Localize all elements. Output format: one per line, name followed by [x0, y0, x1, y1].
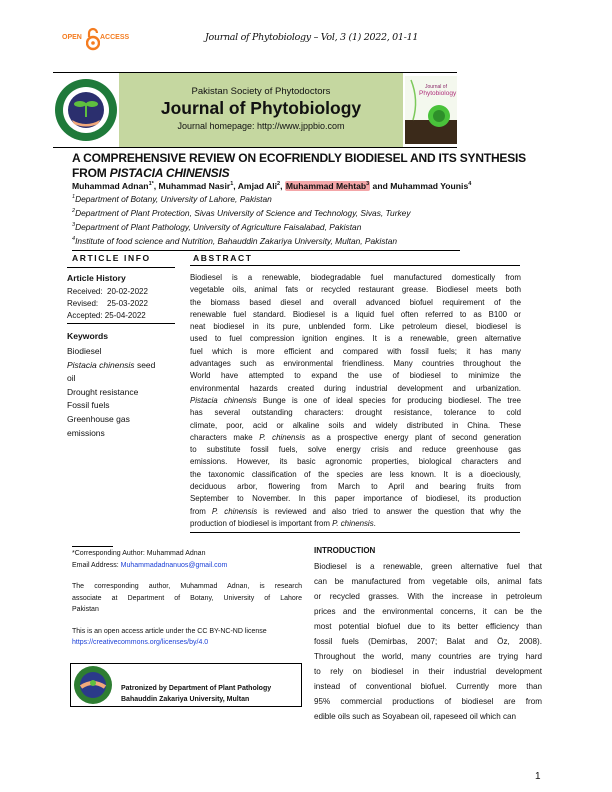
text-line: advantages such as environmental friendliness. Many countries throughout the — [190, 359, 521, 369]
text-line: used to fuel compression ignition engines. It is a renewable, green alternative — [190, 334, 521, 344]
text-line: to substitute fossil fuels, solve energy crisis and reduce greenhouse gas — [190, 445, 521, 455]
running-head: Journal of Phytobiology – Vol, 3 (1) 2022, 01-11 — [205, 32, 419, 43]
text-line: environmental hazards created during industrial development and urbanization. — [190, 383, 521, 393]
text-line: to rely on biodiesel in their industrial development — [314, 667, 542, 676]
bio-line: associate at Department of Botany, University of Lahore — [72, 594, 302, 602]
affiliation-text: Department of Plant Pathology, University of Agriculture Faisalabad, Pakistan — [75, 222, 362, 232]
text-line: the biomass based diesel and overall advanced biofuel requirement of the — [190, 297, 521, 307]
text-line: Throughout the world, many countries are trying hard — [314, 652, 542, 661]
text-line: Biodiesel is a renewable, green alternative fuel that — [314, 562, 542, 571]
affiliation-mark: 2 — [72, 208, 76, 215]
author — [159, 181, 234, 191]
accepted-date: Accepted: 25-04-2022 — [67, 311, 146, 320]
text-line: emissions. However, its basic agronomic properties, biological characters and — [190, 457, 521, 467]
text-line: fuel which is more efficient and compared with fossil fuels; it has many — [190, 346, 521, 356]
text-line — [190, 432, 521, 444]
history-heading: Article History — [67, 273, 126, 283]
text-line: has several outstanding characters: drought resistance, tolerance to cold — [190, 408, 521, 418]
text-line: Biodiesel is a renewable, biodegradable fuel manufactured domestically from — [190, 273, 521, 282]
affiliation-text: Institute of food science and Nutrition, Bahauddin Zakariya University, Multan, Pakistan — [75, 236, 398, 246]
keyword-species: Pistacia chinensis — [67, 359, 135, 370]
patron-line: Bahauddin Zakariya University, Multan — [121, 696, 250, 703]
divider — [67, 267, 175, 268]
species-name: P. chinensis — [259, 432, 306, 442]
title-text: FROM — [72, 166, 110, 180]
license-text: This is an open access article under the CC BY-NC-ND license — [72, 627, 267, 635]
affiliation-text: Department of Plant Protection, Sivas University of Science and Technology, Sivas, Turkey — [75, 208, 411, 218]
email-label: Email Address: — [72, 561, 121, 569]
text-segment: from — [190, 506, 212, 516]
introduction-body — [314, 559, 542, 724]
affiliation — [72, 194, 272, 204]
author-list — [72, 181, 471, 191]
keyword-list — [67, 345, 155, 440]
footnote-rule — [72, 546, 113, 547]
author-affiliation-mark: 3 — [366, 181, 370, 188]
author-name: Muhammad Younis — [390, 181, 469, 191]
divider — [190, 532, 520, 533]
article-title — [72, 151, 526, 181]
author — [72, 181, 154, 191]
keyword: Greenhouse gas — [67, 413, 130, 424]
affiliation-mark: 1 — [72, 194, 76, 201]
text-line: edible oils such as Soyabean oil, rapeseed oil which can — [314, 712, 517, 721]
bio-line: The corresponding author, Muhammad Adnan, is research — [72, 583, 302, 590]
text-segment: is reviewed and also tried to answer the question that why the — [257, 506, 521, 516]
text-line: deciduous arbor, flowering from March to April and bearing fruits from — [190, 482, 521, 492]
journal-banner — [53, 72, 457, 148]
text-line: 95% commercial productions of biodiesel are from — [314, 697, 542, 706]
affiliation — [72, 222, 361, 232]
patron-box — [70, 663, 302, 707]
text-line — [190, 395, 521, 407]
footnote — [72, 548, 302, 649]
title-line — [72, 166, 526, 181]
affiliation — [72, 208, 411, 218]
journal-cover-image — [405, 76, 457, 144]
svg-text:Journal of: Journal of — [425, 84, 447, 90]
author-name: Muhammad Adnan — [72, 181, 149, 191]
open-lock-icon — [86, 27, 100, 51]
title-species: PISTACIA CHINENSIS — [109, 166, 230, 180]
introduction-heading: INTRODUCTION — [314, 546, 376, 555]
text-line: climate, poor, acid or alkaline soils and widely distributed in China. These — [190, 420, 521, 430]
text-segment: production of biodiesel is important from — [190, 518, 333, 528]
revised-date: Revised: 25-03-2022 — [67, 299, 148, 308]
banner-title-area — [119, 73, 403, 147]
text-line — [190, 518, 521, 530]
abstract-heading: ABSTRACT — [193, 253, 253, 263]
text-segment: as a prospective energy plant of second generation — [305, 432, 521, 442]
species-name: P. chinensis — [332, 518, 374, 528]
author-name: Amjad Ali — [237, 181, 278, 191]
text-line: most potential biofuel due to its better efficiency than — [314, 622, 542, 631]
text-line: prices and the environmental concerns, it can be the — [314, 607, 542, 616]
keyword: Fossil fuels — [67, 400, 110, 411]
journal-title: Journal of Phytobiology — [160, 98, 362, 118]
author-name: Muhammad Nasir — [158, 181, 231, 191]
patron-line: Patronized by Department of Plant Pathology — [121, 685, 272, 692]
author-affiliation-mark: 4 — [468, 181, 472, 188]
society-name: Pakistan Society of Phytodoctors — [191, 86, 331, 97]
open-access-logo — [62, 26, 130, 52]
author-separator: , — [280, 181, 285, 191]
text-line: vegetable oils, animal fats or recycled restaurant grease. Biodiesel meets both — [190, 285, 521, 295]
text-line: or recycled grasses. With the increase in petroleum — [314, 592, 542, 601]
text-line: fossil fuels (Demirbas, 2007; Balat and Öz, 2008). — [314, 637, 542, 646]
keyword: oil — [67, 373, 76, 384]
author-affiliation-mark: 2 — [277, 181, 281, 188]
received-date: Received: 20-02-2022 — [67, 287, 148, 296]
author-separator: , — [153, 181, 159, 191]
email-line — [72, 560, 302, 572]
text-line: renewable fuel standard. Biodiesel is a liquid fuel often referred to as B100 or — [190, 309, 521, 319]
text-line: September to November. In this paper importance of biodiesel, its production — [190, 494, 521, 504]
keyword: emissions — [67, 427, 105, 438]
license-link[interactable]: https://creativecommons.org/licenses/by/4.0 — [72, 639, 209, 646]
divider — [190, 265, 520, 266]
author-affiliation-mark: 1* — [148, 181, 154, 188]
corresponding-author: *Corresponding Author: Muhammad Adnan — [72, 550, 206, 557]
affiliation-text: Department of Botany, University of Lahore, Pakistan — [75, 194, 272, 204]
divider — [67, 323, 175, 324]
keyword: Biodiesel — [67, 346, 102, 356]
text-line: can be manufactured from vegetable oils, animal fats — [314, 577, 542, 586]
author-name: Muhammad Mehtab — [285, 181, 367, 191]
page-number: 1 — [535, 771, 541, 782]
species-name: P. chinensis — [211, 506, 258, 516]
author — [390, 181, 471, 191]
author-separator: and — [370, 181, 391, 191]
affiliation — [72, 236, 397, 246]
keyword — [67, 359, 155, 373]
species-name: Pistacia chinensis — [190, 395, 257, 405]
text-line: instead of conventional biofuel. Currently more than — [314, 682, 542, 691]
author — [238, 181, 280, 191]
text-segment: characters make — [190, 432, 260, 442]
affiliation-mark: 3 — [72, 222, 76, 229]
keyword: Drought resistance — [67, 386, 139, 397]
author-separator: , — [233, 181, 238, 191]
text-line: the taxonomic classification of the species are less known. It is a dioeciously, — [190, 469, 521, 479]
patron-logo — [72, 665, 114, 705]
text-segment: . — [373, 518, 376, 528]
text-line — [190, 506, 521, 518]
keyword-text: seed — [136, 359, 156, 370]
divider — [72, 250, 460, 251]
text-line: World have attempted to expand the use of biodiesel to minimize the — [190, 371, 521, 381]
email-link[interactable]: Muhammadadnanuos@gmail.com — [120, 561, 228, 569]
author-affiliation-mark: 1 — [230, 181, 234, 188]
article-info-heading: ARTICLE INFO — [72, 253, 151, 263]
open-access-text: OPEN — [62, 34, 82, 41]
journal-homepage: Journal homepage: http://www.jppbio.com — [177, 121, 345, 131]
keywords-heading: Keywords — [67, 331, 109, 341]
society-logo — [54, 77, 118, 143]
bio-line: Pakistan — [72, 606, 99, 613]
svg-text:Phytobiology: Phytobiology — [419, 90, 457, 97]
text-segment: Bunge is one of ideal species for producing biodiesel. The tree — [256, 395, 521, 405]
abstract-body — [190, 272, 521, 530]
author — [285, 181, 370, 191]
title-line: A COMPREHENSIVE REVIEW ON ECOFRIENDLY BIODIESEL AND ITS SYNTHESIS — [72, 151, 526, 165]
affiliation-mark: 4 — [72, 236, 76, 243]
text-line: neat biodiesel in its pure, unblended form. Like petroleum diesel, biodiesel is — [190, 322, 521, 332]
open-access-text: ACCESS — [100, 34, 130, 41]
